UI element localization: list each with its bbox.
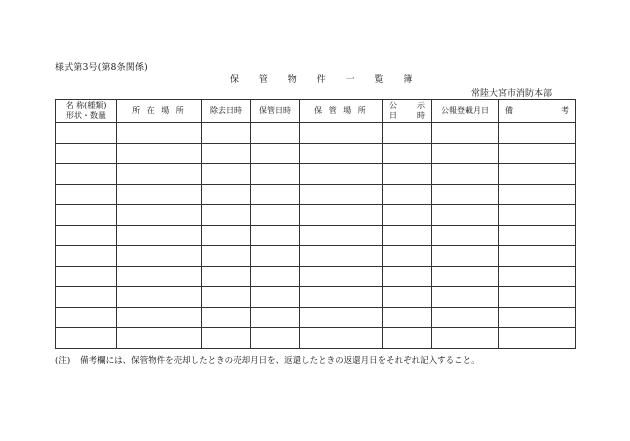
- table-cell[interactable]: [499, 143, 576, 164]
- notice-char: 日: [389, 111, 397, 120]
- table-cell[interactable]: [383, 328, 432, 349]
- table-cell[interactable]: [251, 307, 300, 328]
- table-cell[interactable]: [251, 184, 300, 205]
- header-remarks: [499, 100, 576, 123]
- header-name-label: 名 称(種類): [65, 101, 107, 110]
- table-cell[interactable]: [117, 328, 202, 349]
- table-cell[interactable]: [383, 225, 432, 246]
- table-cell[interactable]: [251, 328, 300, 349]
- ledger-body: [56, 123, 576, 349]
- table-cell[interactable]: [202, 287, 251, 308]
- table-row: [56, 225, 576, 246]
- table-cell[interactable]: [251, 205, 300, 226]
- header-removal-datetime: 除去日時: [202, 100, 251, 123]
- remarks-char: 備: [505, 106, 513, 115]
- header-shape-label: 形状・数量: [66, 111, 106, 120]
- form-number: 様式第3号(第8条関係): [55, 63, 148, 73]
- table-row: [56, 123, 576, 144]
- table-cell[interactable]: [499, 266, 576, 287]
- table-cell[interactable]: [117, 123, 202, 144]
- notice-char: 時: [417, 111, 425, 120]
- table-cell[interactable]: [202, 205, 251, 226]
- issuer-name: 常陸大宮市消防本部: [470, 89, 552, 99]
- title-char: 簿: [403, 75, 413, 85]
- notice-char: 公: [389, 101, 397, 110]
- table-row: [56, 184, 576, 205]
- table-cell[interactable]: [383, 205, 432, 226]
- table-cell[interactable]: [300, 266, 383, 287]
- table-cell[interactable]: [56, 287, 117, 308]
- table-cell[interactable]: [56, 205, 117, 226]
- table-cell[interactable]: [117, 287, 202, 308]
- remarks-char: 考: [561, 106, 569, 115]
- table-cell[interactable]: [56, 123, 117, 144]
- table-cell[interactable]: [432, 225, 499, 246]
- table-cell[interactable]: [432, 164, 499, 185]
- table-cell[interactable]: [383, 123, 432, 144]
- footnote-text: 備考欄には、保管物件を売却したときの売却月日を、返還したときの返還月日をそれぞれ記入すること。: [80, 356, 480, 366]
- table-cell[interactable]: [432, 205, 499, 226]
- table-cell[interactable]: [300, 143, 383, 164]
- ledger-table: [55, 99, 576, 349]
- table-cell[interactable]: [432, 266, 499, 287]
- table-cell[interactable]: [383, 143, 432, 164]
- table-cell[interactable]: [432, 246, 499, 267]
- table-cell[interactable]: [432, 287, 499, 308]
- table-cell[interactable]: [499, 205, 576, 226]
- table-cell[interactable]: [202, 143, 251, 164]
- table-cell[interactable]: [499, 225, 576, 246]
- table-cell[interactable]: [383, 164, 432, 185]
- table-cell[interactable]: [432, 123, 499, 144]
- table-cell[interactable]: [499, 164, 576, 185]
- table-cell[interactable]: [202, 266, 251, 287]
- table-cell[interactable]: [300, 328, 383, 349]
- table-cell[interactable]: [117, 143, 202, 164]
- header-publish-date: 公報登載月日: [432, 100, 499, 123]
- table-cell[interactable]: [251, 266, 300, 287]
- table-cell[interactable]: [202, 307, 251, 328]
- table-cell[interactable]: [499, 328, 576, 349]
- table-cell[interactable]: [56, 225, 117, 246]
- table-cell[interactable]: [383, 246, 432, 267]
- table-cell[interactable]: [432, 143, 499, 164]
- table-cell[interactable]: [56, 184, 117, 205]
- table-cell[interactable]: [499, 184, 576, 205]
- title-char: 物: [287, 75, 297, 85]
- table-cell[interactable]: [56, 307, 117, 328]
- footnote: [55, 354, 480, 366]
- title-char: 一: [345, 75, 355, 85]
- header-row: [56, 100, 576, 123]
- table-cell[interactable]: [432, 328, 499, 349]
- table-cell[interactable]: [202, 123, 251, 144]
- table-row: [56, 266, 576, 287]
- table-row: [56, 307, 576, 328]
- table-cell[interactable]: [499, 123, 576, 144]
- table-row: [56, 164, 576, 185]
- table-cell[interactable]: [432, 184, 499, 205]
- table-cell[interactable]: [300, 307, 383, 328]
- table-row: [56, 246, 576, 267]
- title-char: 保: [230, 75, 240, 85]
- title-char: 件: [316, 75, 326, 85]
- table-cell[interactable]: [251, 225, 300, 246]
- table-row: [56, 143, 576, 164]
- table-cell[interactable]: [300, 246, 383, 267]
- table-cell[interactable]: [300, 287, 383, 308]
- table-cell[interactable]: [117, 205, 202, 226]
- table-cell[interactable]: [300, 205, 383, 226]
- notice-char: 示: [417, 101, 425, 110]
- page-title: [230, 72, 429, 85]
- table-cell[interactable]: [499, 246, 576, 267]
- table-cell[interactable]: [56, 328, 117, 349]
- title-char: 管: [258, 75, 268, 85]
- table-cell[interactable]: [56, 266, 117, 287]
- table-cell[interactable]: [117, 307, 202, 328]
- header-name-shape: [56, 100, 117, 123]
- table-cell[interactable]: [300, 164, 383, 185]
- table-cell[interactable]: [300, 123, 383, 144]
- table-cell[interactable]: [432, 307, 499, 328]
- table-cell[interactable]: [251, 246, 300, 267]
- header-notice-datetime: [383, 100, 432, 123]
- table-cell[interactable]: [202, 164, 251, 185]
- table-cell[interactable]: [383, 184, 432, 205]
- table-cell[interactable]: [117, 184, 202, 205]
- footnote-prefix: (注): [55, 356, 71, 366]
- table-cell[interactable]: [300, 225, 383, 246]
- table-cell[interactable]: [300, 184, 383, 205]
- table-cell[interactable]: [117, 225, 202, 246]
- table-cell[interactable]: [499, 287, 576, 308]
- header-storage-datetime: 保管日時: [251, 100, 300, 123]
- table-cell[interactable]: [56, 246, 117, 267]
- table-row: [56, 287, 576, 308]
- table-cell[interactable]: [202, 246, 251, 267]
- table-cell[interactable]: [117, 266, 202, 287]
- header-storage-place: 保 管 場 所: [300, 100, 383, 123]
- table-cell[interactable]: [251, 287, 300, 308]
- table-cell[interactable]: [251, 164, 300, 185]
- table-cell[interactable]: [383, 287, 432, 308]
- table-row: [56, 205, 576, 226]
- table-row: [56, 328, 576, 349]
- table-cell[interactable]: [251, 143, 300, 164]
- table-cell[interactable]: [251, 123, 300, 144]
- table-cell[interactable]: [499, 307, 576, 328]
- table-cell[interactable]: [56, 143, 117, 164]
- title-char: 覧: [374, 75, 384, 85]
- table-cell[interactable]: [202, 225, 251, 246]
- table-cell[interactable]: [383, 266, 432, 287]
- header-location: 所 在 場 所: [117, 100, 202, 123]
- table-cell[interactable]: [117, 246, 202, 267]
- table-cell[interactable]: [383, 307, 432, 328]
- table-cell[interactable]: [56, 164, 117, 185]
- table-cell[interactable]: [117, 164, 202, 185]
- table-cell[interactable]: [202, 328, 251, 349]
- table-cell[interactable]: [202, 184, 251, 205]
